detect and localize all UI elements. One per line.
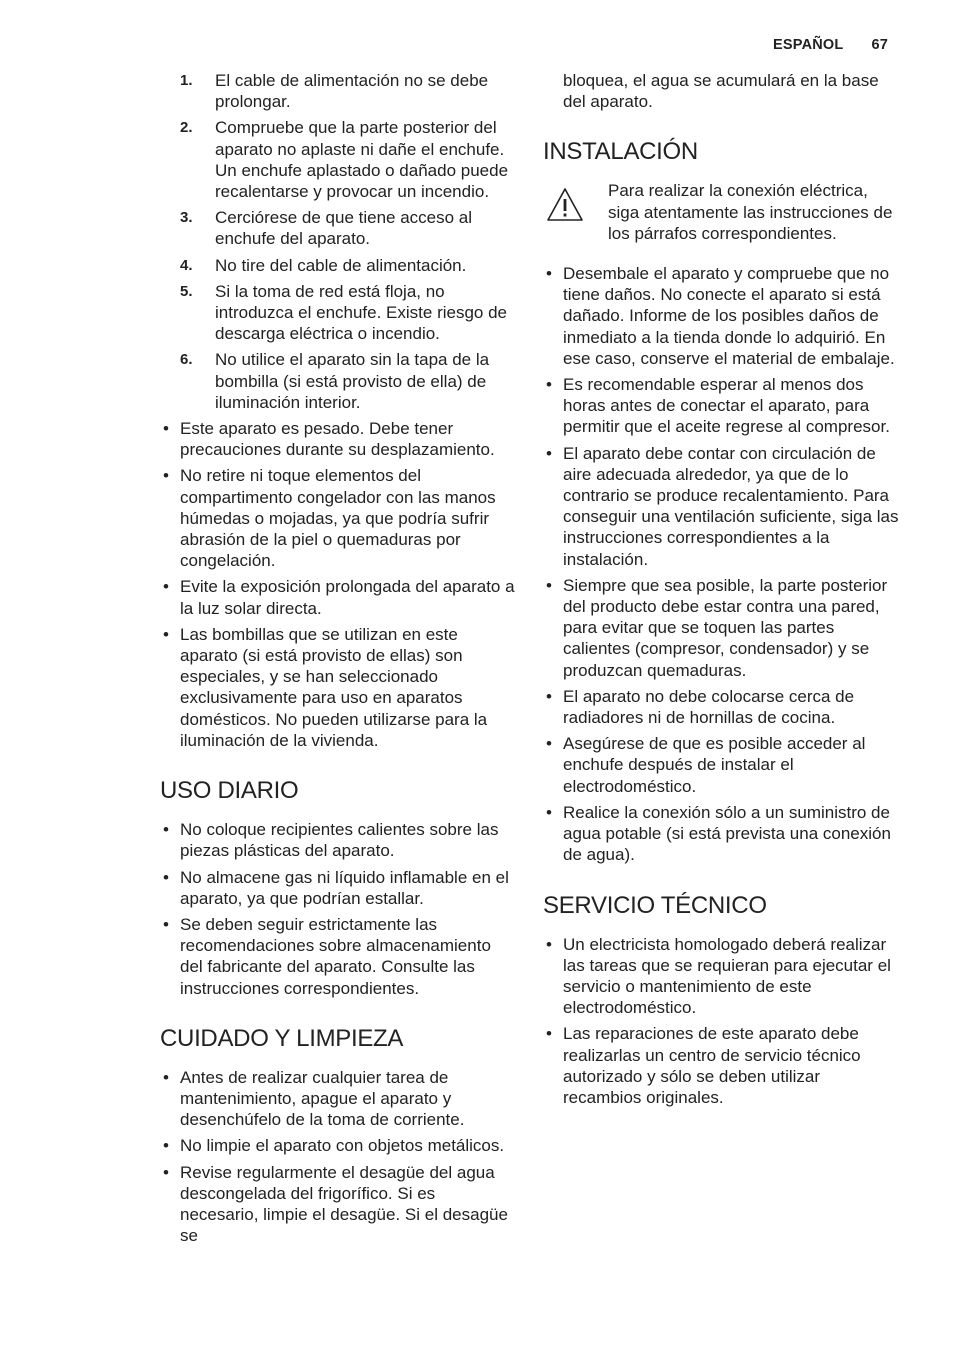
cuidado-list	[160, 1067, 516, 1247]
page-number: 67	[871, 37, 888, 53]
bullet-item: • No retire ni toque elementos del compartimento congelador con las manos húmedas o mojadas, ya que podría sufrir abrasión de la piel o quemaduras por congelación.	[160, 465, 516, 571]
item-text: No utilice el aparato sin la tapa de la bombilla (si está provisto de ella) de iluminación interior.	[215, 350, 490, 412]
bullet-item: • Antes de realizar cualquier tarea de mantenimiento, apague el aparato y desenchúfelo de la toma de corriente.	[160, 1067, 516, 1131]
item-number: 4.	[180, 256, 193, 274]
bullet-item: • Evite la exposición prolongada del aparato a la luz solar directa.	[160, 576, 516, 618]
bullet-item: • El aparato no debe colocarse cerca de radiadores ni de hornillas de cocina.	[543, 686, 899, 728]
bullet-item: • Siempre que sea posible, la parte posterior del producto debe estar contra una pared, para evitar que se toquen las partes calientes (compresor, condensador) y se produzcan quemaduras.	[543, 575, 899, 681]
item-number: 1.	[180, 72, 193, 89]
item-number: 3.	[180, 209, 193, 227]
bullet-item: • No limpie el aparato con objetos metálicos.	[160, 1135, 516, 1156]
continued-text: bloquea, el agua se acumulará en la base del aparato.	[563, 71, 879, 112]
bullet-item: • Realice la conexión sólo a un suministro de agua potable (si está prevista una conexión de agua).	[543, 802, 899, 866]
item-number: 6.	[180, 351, 193, 369]
bullet-item: • Este aparato es pesado. Debe tener precauciones durante su desplazamiento.	[160, 418, 516, 460]
bullet-item: • El aparato debe contar con circulación de aire adecuada alrededor, ya que de lo contrario se produce recalentamiento. Para conseguir una ventilación suficiente, siga las instrucciones correspondientes a la instalación.	[543, 443, 899, 570]
numbered-item	[160, 207, 516, 249]
servicio-list	[543, 934, 899, 1109]
bullet-item: • Asegúrese de que es posible acceder al enchufe después de instalar el electrodoméstico.	[543, 733, 899, 797]
section-name: ESPAÑOL	[773, 37, 844, 53]
heading-uso-diario: USO DIARIO	[160, 777, 299, 805]
warning-text: Para realizar la conexión eléctrica, siga atentamente las instrucciones de los párrafos correspondientes.	[608, 181, 893, 243]
heading-servicio-tecnico: SERVICIO TÉCNICO	[543, 891, 767, 919]
bullet-item: • Las reparaciones de este aparato debe realizarlas un centro de servicio técnico autorizado y sólo se deben utilizar recambios originales.	[543, 1023, 899, 1108]
item-number: 2.	[180, 119, 193, 137]
heading-instalacion: INSTALACIÓN	[543, 138, 698, 166]
bullet-item: • Se deben seguir estrictamente las recomendaciones sobre almacenamiento del fabricante del aparato. Consulte las instrucciones correspondientes.	[160, 914, 516, 999]
item-text: El cable de alimentación no se debe prolongar.	[215, 71, 489, 112]
bullet-item: • Desembale el aparato y compruebe que no tiene daños. No conecte el aparato si está dañado. Informe de los posibles daños de inmediato a la tienda donde lo adquirió. En ese caso, conserve el material de embalaje.	[543, 263, 899, 369]
bullet-item: • Revise regularmente el desagüe del agua descongelada del frigorífico. Si es necesario, limpie el desagüe. Si el desagüe se	[160, 1162, 516, 1247]
item-text: Cerciórese de que tiene acceso al enchufe del aparato.	[215, 208, 473, 249]
bullet-item: • Un electricista homologado deberá realizar las tareas que se requieran para ejecutar el servicio o mantenimiento de este electrodoméstico.	[543, 934, 899, 1019]
page-header	[773, 37, 888, 53]
bullet-list	[160, 418, 516, 751]
bullet-item: • Las bombillas que se utilizan en este aparato (si está provisto de ellas) son especiales, y se han seleccionado exclusivamente para uso en aparatos domésticos. No pueden utilizarse para la iluminación de la vivienda.	[160, 624, 516, 751]
uso-diario-list	[160, 819, 516, 999]
numbered-item	[160, 281, 516, 345]
numbered-item	[160, 255, 516, 276]
right-column	[543, 70, 899, 1113]
item-text: Compruebe que la parte posterior del aparato no aplaste ni dañe el enchufe. Un enchufe aplastado o dañado puede recalentarse y provocar un incendio.	[215, 118, 509, 202]
heading-cuidado-limpieza: CUIDADO Y LIMPIEZA	[160, 1024, 404, 1052]
warning-note	[543, 180, 899, 244]
item-text: Si la toma de red está floja, no introduzca el enchufe. Existe riesgo de descarga eléctrica o incendio.	[215, 281, 508, 344]
bullet-item: • Es recomendable esperar al menos dos horas antes de conectar el aparato, para permitir que el aceite regrese al compresor.	[543, 374, 899, 438]
bullet-item: • No almacene gas ni líquido inflamable en el aparato, ya que podrían estallar.	[160, 867, 516, 909]
item-number: 5.	[180, 282, 193, 300]
warning-triangle-icon	[545, 186, 585, 224]
numbered-item	[160, 117, 516, 202]
numbered-item	[160, 70, 516, 112]
instalacion-list	[543, 263, 899, 865]
item-text: No tire del cable de alimentación.	[215, 255, 467, 275]
bullet-item: • No coloque recipientes calientes sobre las piezas plásticas del aparato.	[160, 819, 516, 861]
numbered-item	[160, 349, 516, 413]
left-column	[160, 70, 516, 1251]
numbered-list	[160, 70, 516, 413]
